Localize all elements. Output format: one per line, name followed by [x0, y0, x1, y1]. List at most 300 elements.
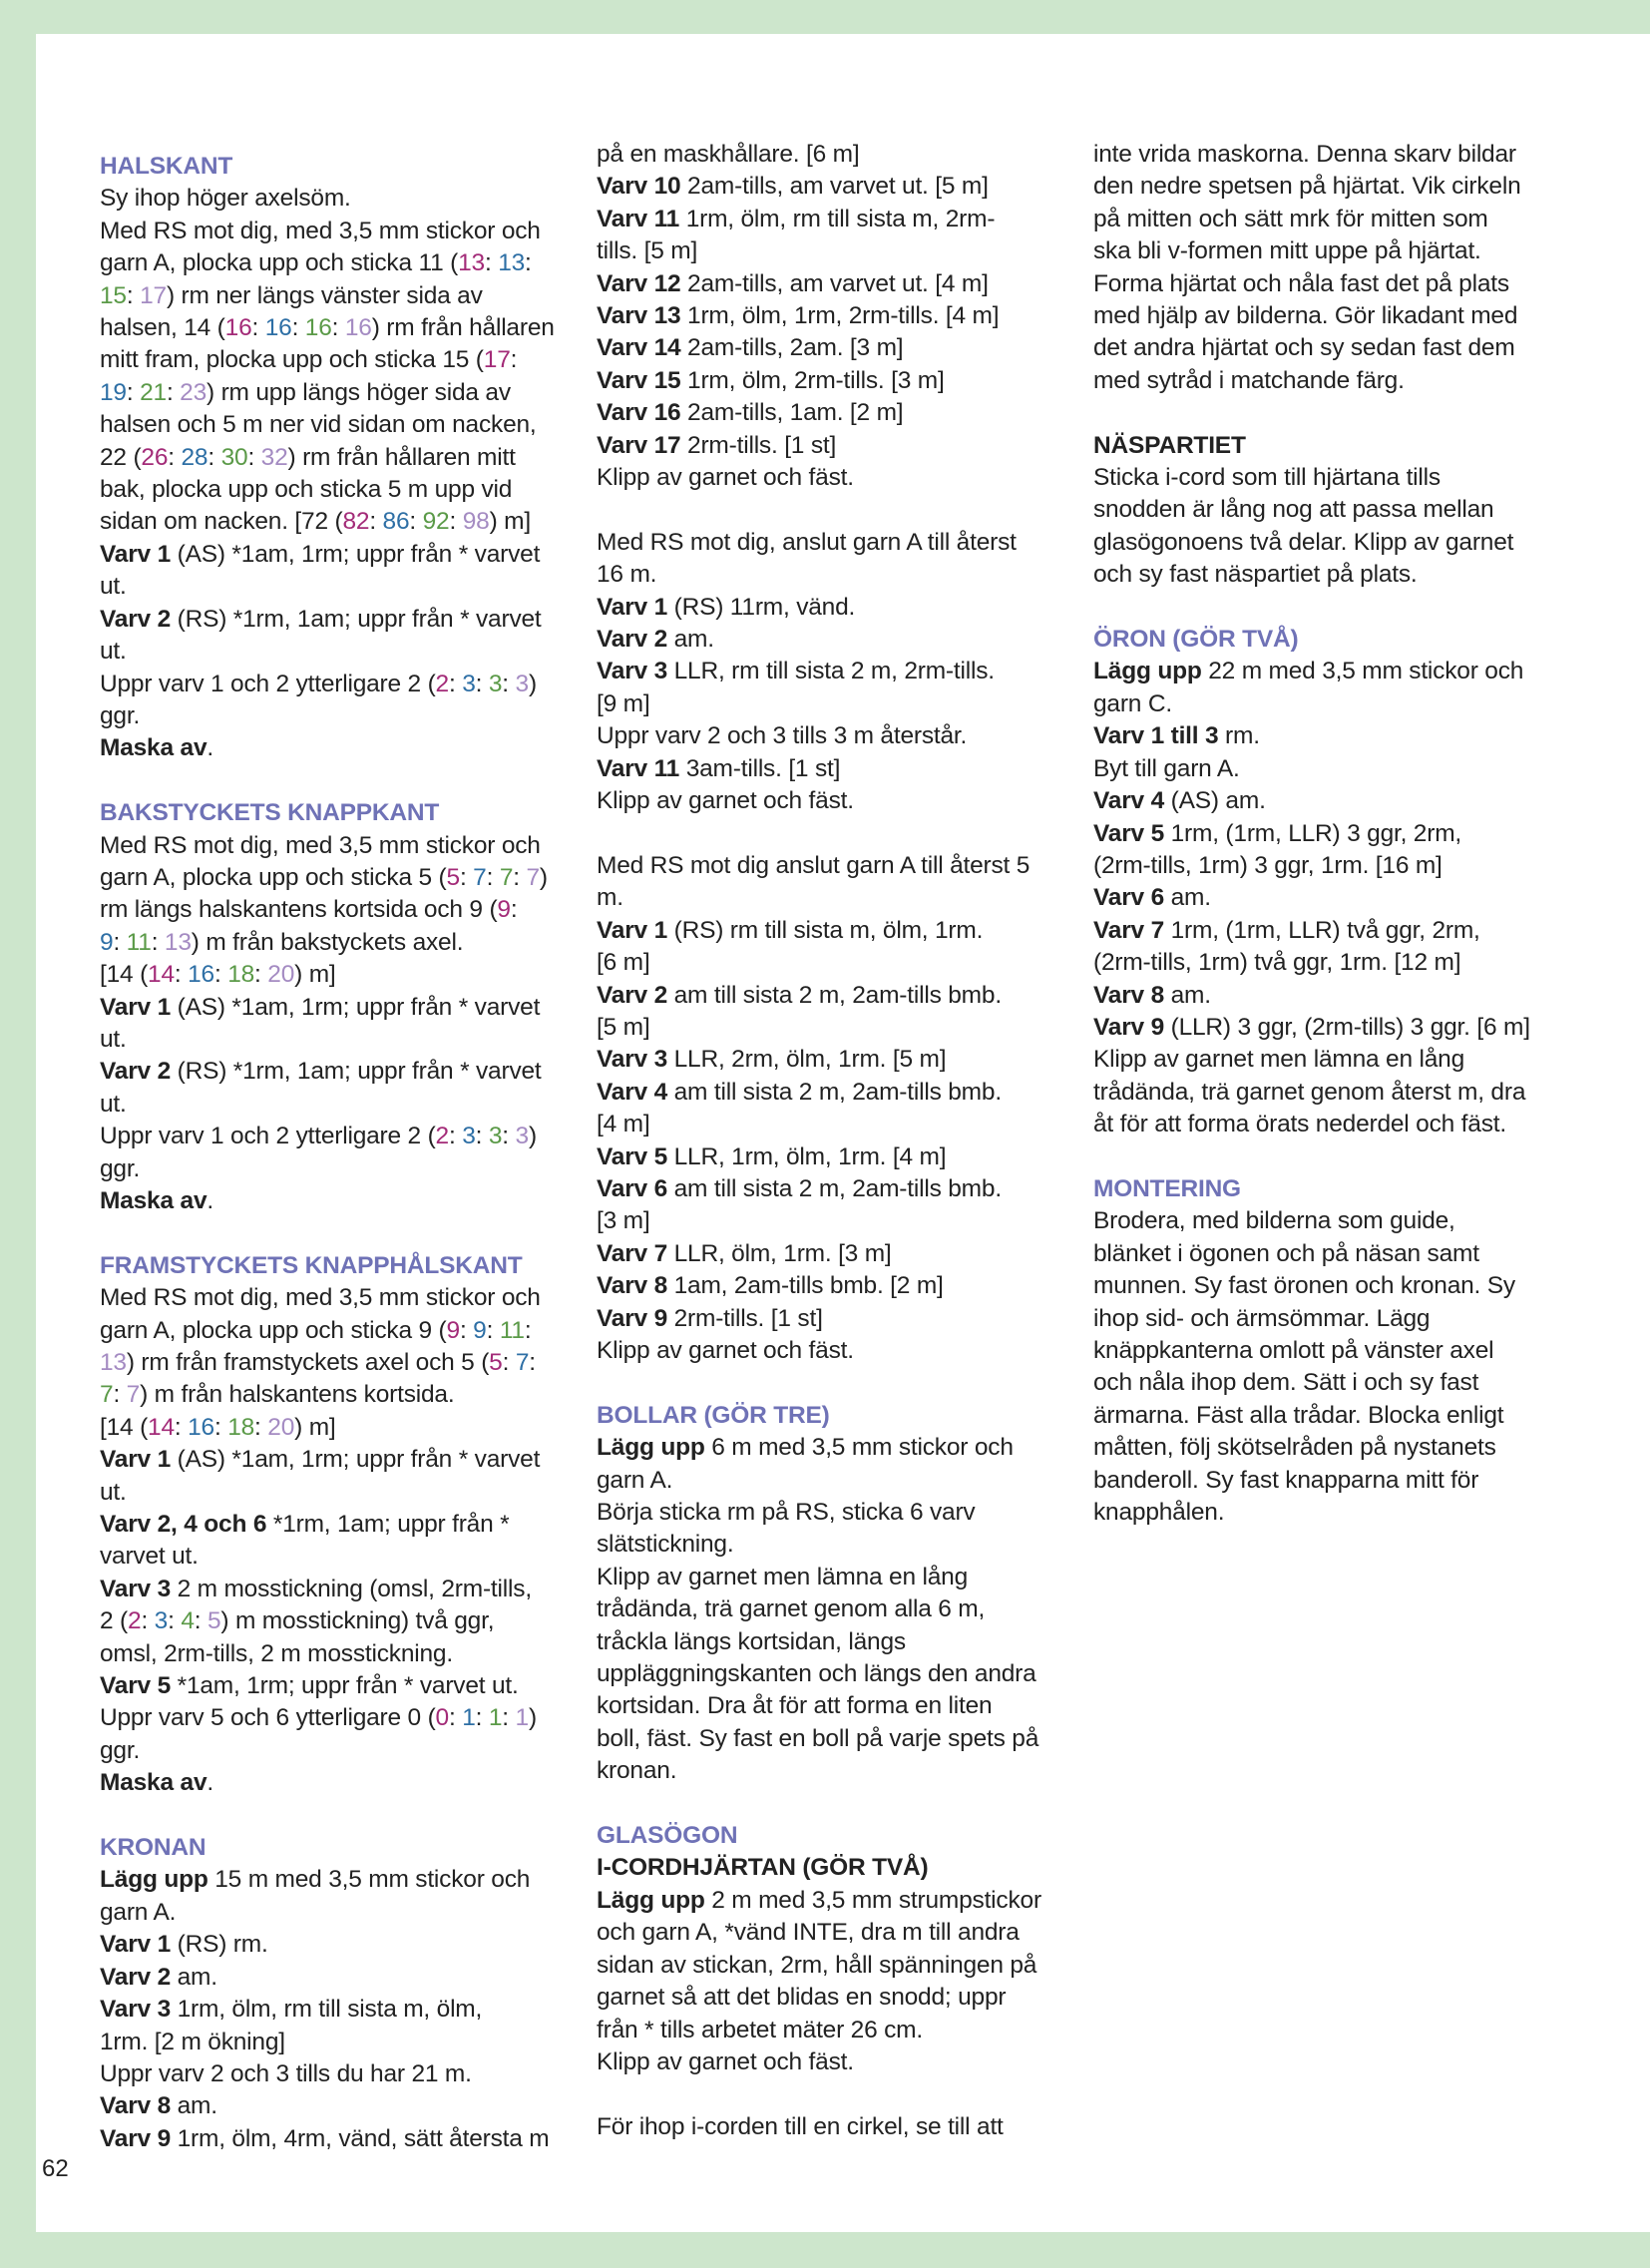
size-value: 86	[382, 508, 410, 536]
text-line	[597, 1044, 1103, 1076]
text-run: 2rm-tills. [1 st]	[667, 1304, 823, 1332]
text-run: GLASÖGON	[597, 1822, 738, 1850]
text-line	[597, 592, 1103, 624]
text-run: am till sista 2 m, 2am-tills bmb.	[667, 1174, 1002, 1202]
bold-label: Varv 2	[100, 1058, 172, 1086]
text-run: 1rm, ölm, 2rm-tills. [3 m]	[680, 366, 945, 394]
text-run: :	[525, 249, 532, 277]
size-value: 20	[267, 1413, 295, 1441]
size-value: 14	[148, 1413, 175, 1441]
bold-label: Varv 5	[100, 1672, 172, 1700]
size-value: 18	[227, 1413, 255, 1441]
bold-label: Varv 8	[597, 1272, 668, 1300]
text-run: ut.	[100, 1478, 127, 1506]
size-value: 14	[148, 961, 175, 989]
text-run: :	[448, 1123, 463, 1150]
text-line	[1093, 204, 1602, 235]
size-value: 13	[458, 249, 485, 277]
size-value: 21	[140, 378, 167, 406]
text-run: ) m]	[294, 961, 336, 989]
text-line	[597, 1950, 1103, 1982]
text-line	[100, 2090, 599, 2122]
text-line	[100, 894, 599, 926]
size-value: 11	[499, 1316, 525, 1344]
text-line	[100, 992, 599, 1024]
text-run: :	[510, 896, 518, 924]
section-heading	[597, 1400, 1103, 1432]
text-run: (2rm-tills, 1rm) två ggr, 1rm. [12 m]	[1093, 949, 1461, 977]
text-line	[1093, 1109, 1602, 1140]
text-run: Forma hjärtat och nåla fast det på plats	[1093, 269, 1509, 297]
text-run: kronan.	[597, 1757, 677, 1785]
text-run: I-CORDHJÄRTAN (GÖR TVÅ)	[597, 1854, 929, 1882]
bold-label: Varv 2, 4 och 6	[100, 1511, 267, 1539]
text-run: 2am-tills, 2am. [3 m]	[680, 334, 904, 362]
text-run: LLR, 1rm, ölm, 1rm. [4 m]	[667, 1142, 947, 1170]
text-run: Börja sticka rm på RS, sticka 6 varv	[597, 1499, 976, 1527]
text-line	[100, 1024, 599, 1056]
size-value: 11	[126, 928, 152, 956]
text-run: :	[291, 314, 305, 342]
text-run: :	[459, 863, 474, 891]
text-line	[100, 1509, 599, 1541]
size-value: 98	[462, 508, 490, 536]
size-value: 1	[515, 1704, 529, 1732]
text-run: LLR, rm till sista 2 m, 2rm-tills.	[667, 658, 995, 685]
text-run: 1rm, (1rm, LLR) 3 ggr, 2rm,	[1164, 819, 1462, 847]
bold-label: Varv 5	[597, 1142, 668, 1170]
text-run: :	[409, 508, 423, 536]
section-heading	[1093, 624, 1602, 656]
text-line	[597, 559, 1103, 591]
text-run: ut.	[100, 1090, 127, 1118]
text-run: 2am-tills, am varvet ut. [4 m]	[680, 269, 989, 297]
size-value: 30	[220, 443, 248, 471]
size-value: 28	[181, 443, 208, 471]
text-line	[1093, 1077, 1602, 1109]
size-value: 7	[515, 1349, 530, 1376]
text-run: 3am-tills. [1 st]	[679, 754, 841, 782]
text-line	[100, 862, 599, 894]
text-line	[597, 397, 1103, 429]
text-run: )	[528, 1123, 537, 1150]
text-run: 2rm-tills. [1 st]	[680, 431, 837, 459]
text-run: garn A, plocka upp och sticka 5 (	[100, 863, 447, 891]
text-line	[1093, 268, 1602, 300]
text-line	[100, 344, 599, 376]
size-value: 9	[446, 1316, 460, 1344]
size-value: 13	[498, 249, 526, 277]
text-line	[100, 732, 599, 764]
text-run: Klipp av garnet men lämna en lång	[1093, 1046, 1465, 1074]
text-line	[100, 571, 599, 603]
bold-label: Varv 6	[597, 1174, 668, 1202]
text-run: Brodera, med bilderna som guide,	[1093, 1207, 1455, 1235]
text-line	[1093, 1465, 1602, 1497]
text-run: (2rm-tills, 1rm) 3 ggr, 1rm. [16 m]	[1093, 851, 1443, 879]
text-run: :	[166, 378, 181, 406]
size-value: 16	[344, 314, 372, 342]
text-line	[597, 720, 1103, 752]
text-run: (RS) *1rm, 1am; uppr från * varvet	[171, 1058, 542, 1086]
text-run: am.	[1164, 884, 1211, 912]
text-run: garn C.	[1093, 689, 1172, 717]
text-run: [14 (	[100, 1413, 149, 1441]
bold-label: Varv 2	[100, 605, 172, 633]
text-run: Uppr varv 1 och 2 ytterligare 2 (	[100, 670, 436, 697]
text-line	[100, 1702, 599, 1734]
text-run: ÖRON (GÖR TVÅ)	[1093, 626, 1299, 654]
text-run: banderoll. Sy fast knapparna mitt för	[1093, 1466, 1479, 1494]
text-line	[597, 1335, 1103, 1367]
text-run: ut.	[100, 1025, 127, 1053]
text-line	[597, 1658, 1103, 1690]
text-run: ggr.	[100, 701, 141, 729]
text-run: rm.	[1218, 722, 1260, 750]
text-run: garn A, plocka upp och sticka 9 (	[100, 1316, 447, 1344]
text-run: 22 m med 3,5 mm stickor och	[1201, 658, 1524, 685]
text-line	[100, 1477, 599, 1509]
text-run: 1rm. [2 m ökning]	[100, 2028, 285, 2055]
text-line	[100, 1412, 599, 1444]
text-run: [3 m]	[597, 1207, 650, 1235]
text-run: garnet så att det blidas en snodd; uppr	[597, 1984, 1007, 2012]
text-run: :	[475, 1704, 489, 1732]
bold-label: Varv 2	[597, 626, 668, 654]
bold-label: Varv 8	[1093, 981, 1165, 1009]
text-run: blänket i ögonen och på näsan samt	[1093, 1239, 1479, 1267]
text-line	[100, 1315, 599, 1347]
paragraph-gap	[597, 1367, 1103, 1399]
text-run: (RS) rm till sista m, ölm, 1rm.	[667, 916, 984, 944]
text-run: :	[448, 1704, 463, 1732]
size-value: 9	[100, 928, 114, 956]
text-run: (LLR) 3 ggr, (2rm-tills) 3 ggr. [6 m]	[1164, 1013, 1530, 1041]
bold-label: Varv 1	[597, 593, 668, 621]
text-line	[1093, 915, 1602, 947]
text-line	[100, 1605, 599, 1637]
text-line	[1093, 818, 1602, 850]
text-run: :	[168, 443, 182, 471]
text-line	[597, 1173, 1103, 1205]
size-value: 2	[435, 670, 449, 697]
text-run: ggr.	[100, 1154, 141, 1182]
text-line	[1093, 1238, 1602, 1270]
text-line	[597, 1109, 1103, 1140]
text-run: :	[207, 443, 221, 471]
bold-label: Varv 4	[597, 1078, 668, 1106]
text-run: MONTERING	[1093, 1174, 1241, 1202]
text-line	[100, 409, 599, 441]
text-run: ) rm ner längs vänster sida av	[166, 281, 483, 309]
text-run: uppläggningskanten och längs den andra	[597, 1660, 1036, 1688]
text-run: :	[113, 928, 127, 956]
text-line	[100, 604, 599, 636]
text-line	[597, 1885, 1103, 1917]
text-line	[597, 171, 1103, 203]
text-run: tråckla längs kortsidan, längs	[597, 1627, 906, 1655]
column-3	[1093, 139, 1602, 1529]
bold-label: Varv 4	[1093, 787, 1165, 815]
text-line	[597, 1529, 1103, 1561]
text-run: .	[206, 1186, 213, 1214]
text-run: garn A.	[597, 1466, 673, 1494]
text-run: :	[141, 1607, 155, 1635]
paragraph-gap	[100, 765, 599, 797]
text-line	[100, 1929, 599, 1961]
text-run: Sticka i-cord som till hjärtana tills	[1093, 464, 1441, 492]
size-value: 3	[488, 670, 503, 697]
text-run: :	[449, 508, 463, 536]
page	[36, 34, 1650, 2232]
text-line	[100, 1994, 599, 2026]
text-run: Uppr varv 2 och 3 tills 3 m återstår.	[597, 722, 968, 750]
text-line	[1093, 1367, 1602, 1399]
text-run: halsen och 5 m ner vid sidan om nacken,	[100, 411, 537, 439]
text-run: .	[206, 734, 213, 762]
text-run: 22 (	[100, 443, 142, 471]
text-line	[1093, 656, 1602, 687]
bold-label: Varv 2	[597, 981, 668, 1009]
text-line	[1093, 332, 1602, 364]
text-line	[100, 1444, 599, 1476]
text-line	[100, 2123, 599, 2155]
text-run: rm längs halskantens kortsida och 9 (	[100, 896, 498, 924]
text-line	[1093, 1303, 1602, 1335]
bold-label: Varv 7	[597, 1239, 668, 1267]
text-line	[597, 1077, 1103, 1109]
size-value: 3	[462, 670, 476, 697]
text-line	[100, 1638, 599, 1670]
size-value: 9	[473, 1316, 487, 1344]
text-run: 1am, 2am-tills bmb. [2 m]	[667, 1272, 944, 1300]
text-run: am.	[1164, 981, 1211, 1009]
text-line	[1093, 300, 1602, 332]
text-line	[100, 669, 599, 700]
text-run: :	[459, 1316, 474, 1344]
size-value: 1	[488, 1704, 503, 1732]
text-line	[597, 1238, 1103, 1270]
bold-label: Varv 9	[100, 2124, 172, 2152]
bold-label: Varv 9	[597, 1304, 668, 1332]
size-value: 13	[164, 928, 192, 956]
section-heading	[100, 1250, 599, 1282]
text-run: snodden är lång nog att passa mellan	[1093, 496, 1494, 524]
text-run: och garn A, *vänd INTE, dra m till andra	[597, 1919, 1020, 1947]
text-run: och sy fast näspartiet på plats.	[1093, 561, 1418, 589]
size-value: 1	[462, 1704, 476, 1732]
text-run: 2 (	[100, 1607, 128, 1635]
text-run: 2 m mosstickning (omsl, 2rm-tills,	[171, 1575, 532, 1602]
text-line	[597, 2046, 1103, 2078]
text-line	[100, 1185, 599, 1217]
text-run: ska bli v-formen mitt uppe på hjärtat.	[1093, 237, 1481, 265]
text-line	[100, 1089, 599, 1121]
text-run: *1am, 1rm; uppr från * varvet ut.	[171, 1672, 519, 1700]
text-run: från * tills arbetet mäter 26 cm.	[597, 2016, 923, 2043]
page-number: 62	[42, 2155, 69, 2182]
text-run: glasögonoens två delar. Klipp av garnet	[1093, 528, 1514, 556]
text-run: :	[213, 961, 228, 989]
bold-label: Varv 3	[100, 1575, 172, 1602]
size-value: 2	[128, 1607, 142, 1635]
size-value: 18	[227, 961, 255, 989]
bold-label: Maska av	[100, 1769, 207, 1797]
text-line	[597, 1917, 1103, 1949]
text-line	[1093, 1497, 1602, 1529]
text-run: Med RS mot dig anslut garn A till återst 5	[597, 851, 1031, 879]
text-run: Uppr varv 5 och 6 ytterligare 0 (	[100, 1704, 436, 1732]
text-run: Sy ihop höger axelsöm.	[100, 185, 351, 213]
text-run: Byt till garn A.	[1093, 754, 1240, 782]
paragraph-gap	[1093, 397, 1602, 429]
text-run: ärmarna. Fäst alla trådar. Blocka enligt	[1093, 1401, 1504, 1429]
size-value: 5	[446, 863, 460, 891]
size-value: 9	[497, 896, 511, 924]
text-run: .	[206, 1769, 213, 1797]
text-run: (RS) *1rm, 1am; uppr från * varvet	[171, 605, 542, 633]
text-run: Klipp av garnet och fäst.	[597, 787, 854, 815]
size-value: 7	[526, 863, 540, 891]
text-line	[597, 1432, 1103, 1464]
text-line	[597, 1690, 1103, 1722]
text-line	[100, 1056, 599, 1088]
text-line	[597, 1465, 1103, 1497]
text-line	[100, 1379, 599, 1411]
text-run: :	[484, 249, 499, 277]
column-1	[100, 151, 599, 2155]
text-line	[1093, 1400, 1602, 1432]
text-run: 2 m med 3,5 mm strumpstickor	[704, 1886, 1041, 1914]
text-line	[1093, 365, 1602, 397]
paragraph-gap	[597, 818, 1103, 850]
bold-label: Varv 1	[597, 916, 668, 944]
text-run: :	[502, 1123, 516, 1150]
text-run: Klipp av garnet och fäst.	[597, 1337, 854, 1364]
text-run: :	[486, 863, 500, 891]
text-line	[100, 959, 599, 991]
text-run: m.	[597, 884, 623, 912]
size-value: 19	[100, 378, 127, 406]
text-run: 1rm, ölm, rm till sista m, ölm,	[171, 1996, 483, 2024]
text-run: 15 m med 3,5 mm stickor och	[207, 1866, 531, 1894]
size-value: 13	[100, 1349, 127, 1376]
text-line	[597, 753, 1103, 785]
text-run: :	[247, 443, 261, 471]
text-run: )	[528, 670, 537, 697]
text-line	[597, 980, 1103, 1012]
bold-label: Varv 3	[597, 658, 668, 685]
text-run: inte vrida maskorna. Denna skarv bildar	[1093, 141, 1516, 168]
text-line	[100, 1121, 599, 1152]
text-run: KRONAN	[100, 1834, 206, 1862]
text-line	[1093, 980, 1602, 1012]
text-run: (RS) rm.	[171, 1931, 268, 1959]
bold-label: Varv 1	[100, 1931, 172, 1959]
text-line	[100, 247, 599, 279]
paragraph-gap	[597, 2078, 1103, 2110]
text-line	[100, 506, 599, 538]
size-value: 26	[141, 443, 169, 471]
bold-label: Varv 1	[100, 540, 172, 568]
text-line	[1093, 559, 1602, 591]
text-line	[1093, 139, 1602, 171]
text-line	[1093, 1012, 1602, 1044]
text-line	[597, 915, 1103, 947]
text-run: :	[502, 670, 516, 697]
size-value: 3	[515, 670, 529, 697]
text-line	[597, 300, 1103, 332]
text-run: LLR, ölm, 1rm. [3 m]	[667, 1239, 892, 1267]
bold-label: Lägg upp	[100, 1866, 208, 1894]
text-run: :	[502, 1704, 516, 1732]
text-run: Uppr varv 2 och 3 tills du har 21 m.	[100, 2059, 472, 2087]
text-line	[597, 1141, 1103, 1173]
text-line	[100, 312, 599, 344]
text-line	[100, 1767, 599, 1799]
text-run: garn A, plocka upp och sticka 11 (	[100, 249, 459, 277]
text-run: :	[151, 928, 165, 956]
text-line	[100, 1670, 599, 1702]
text-line	[1093, 171, 1602, 203]
text-run: 2am-tills, 1am. [2 m]	[680, 399, 904, 427]
text-run: [14 (	[100, 961, 149, 989]
text-run: :	[254, 961, 268, 989]
paragraph-gap	[597, 1788, 1103, 1820]
size-value: 20	[267, 961, 295, 989]
text-line	[1093, 785, 1602, 817]
text-line	[1093, 850, 1602, 882]
size-value: 92	[422, 508, 450, 536]
text-line	[597, 1012, 1103, 1044]
text-run: HALSKANT	[100, 153, 233, 180]
text-line	[1093, 720, 1602, 752]
text-run: :	[213, 1413, 228, 1441]
section-heading	[597, 1852, 1103, 1884]
text-line	[597, 527, 1103, 559]
text-run: munnen. Sy fast öronen och kronan. Sy	[1093, 1272, 1515, 1300]
text-run: ) rm från hållaren mitt	[287, 443, 516, 471]
bold-label: Varv 5	[1093, 819, 1165, 847]
text-run: ) m från bakstyckets axel.	[191, 928, 464, 956]
text-run: am.	[171, 1963, 217, 1991]
text-run: bak, plocka upp och sticka 5 m upp vid	[100, 476, 513, 504]
text-run: :	[448, 670, 463, 697]
size-value: 0	[435, 1704, 449, 1732]
bold-label: Varv 14	[597, 334, 681, 362]
text-run: :	[475, 1123, 489, 1150]
text-line	[597, 1626, 1103, 1658]
text-run: :	[126, 281, 141, 309]
text-line	[597, 1755, 1103, 1787]
text-run: 2am-tills, am varvet ut. [5 m]	[680, 173, 989, 201]
size-value: 16	[304, 314, 332, 342]
text-run: Med RS mot dig, med 3,5 mm stickor och	[100, 1284, 541, 1312]
text-run: 16 m.	[597, 561, 657, 589]
text-line	[1093, 947, 1602, 979]
text-run: För ihop i-corden till en cirkel, se till att	[597, 2112, 1004, 2140]
bold-label: Varv 6	[1093, 884, 1165, 912]
text-line	[597, 1982, 1103, 2014]
size-value: 16	[264, 314, 292, 342]
size-value: 17	[140, 281, 167, 309]
text-line	[597, 139, 1103, 171]
text-line	[597, 882, 1103, 914]
size-value: 5	[206, 1607, 221, 1635]
size-value: 5	[489, 1349, 503, 1376]
text-run: ) m]	[294, 1413, 336, 1441]
text-run: :	[331, 314, 345, 342]
